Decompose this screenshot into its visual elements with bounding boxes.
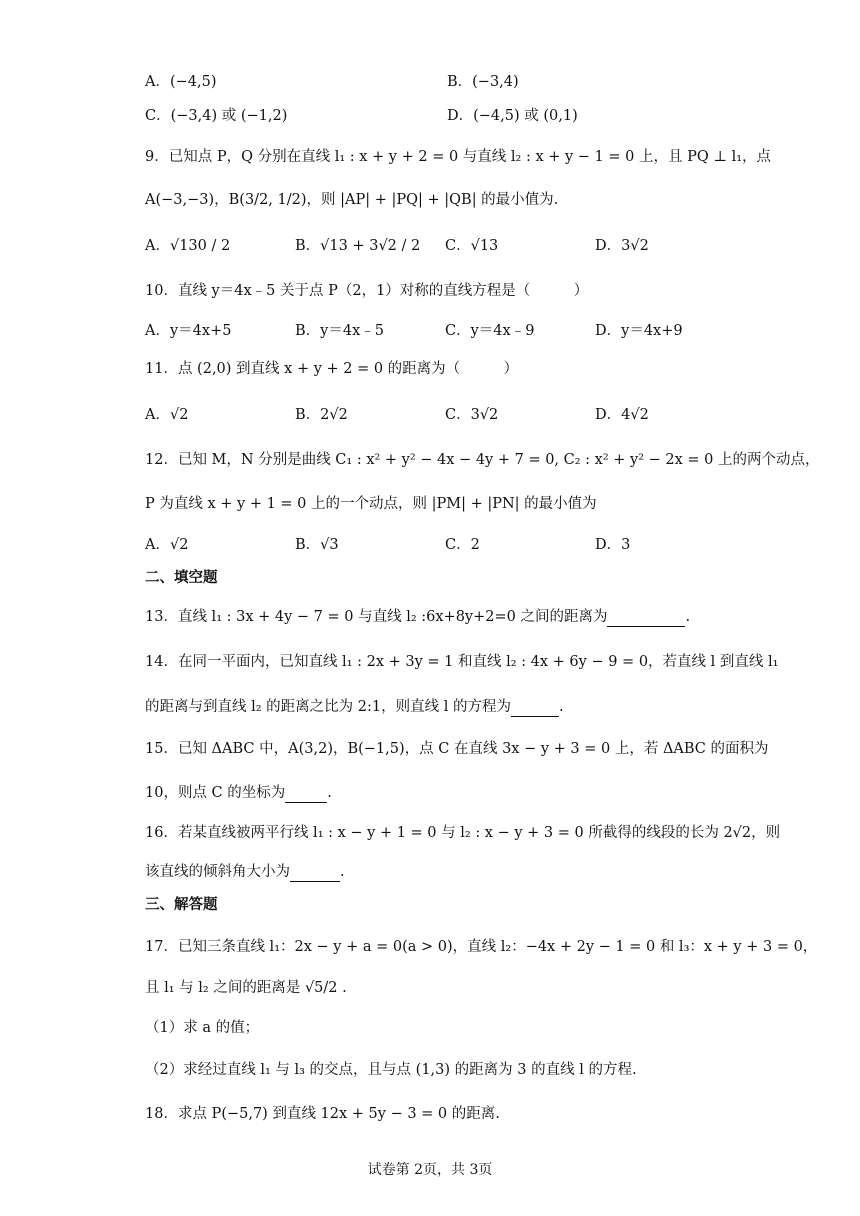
q17-sub2: （2）求经过直线 l₁ 与 l₃ 的交点，且与点 (1,3) 的距离为 3 的直线 l 的方程. (145, 1062, 637, 1078)
q10-option-a: A．y＝4x+5 (145, 323, 232, 339)
q12-option-c: C．2 (445, 537, 480, 553)
q11-stem: 11．点 (2,0) 到直线 x + y + 2 = 0 的距离为（ ） (145, 361, 519, 377)
q15-stem-line1: 15．已知 ΔABC 中，A(3,2)，B(−1,5)，点 C 在直线 3x − y + 3 = 0 上，若 ΔABC 的面积为 (145, 741, 769, 757)
section-heading-fill-in: 二、填空题 (145, 569, 218, 586)
q11-option-c: C．3√2 (445, 407, 499, 423)
q9-option-b: B．√13 + 3√2 / 2 (295, 238, 421, 254)
q12-option-a: A．√2 (145, 537, 189, 553)
q18-stem: 18．求点 P(−5,7) 到直线 12x + 5y − 3 = 0 的距离. (145, 1106, 500, 1122)
q11-option-d: D．4√2 (595, 407, 649, 423)
q13-text: 13．直线 l₁ : 3x + 4y − 7 = 0 与直线 l₂ :6x+8y+2=0 之间的距离为 (145, 609, 608, 625)
q8-option-c: C．(−3,4) 或 (−1,2) (145, 108, 288, 124)
q9-stem-line1: 9．已知点 P，Q 分别在直线 l₁ : x + y + 2 = 0 与直线 l₂ : x + y − 1 = 0 上，且 PQ ⊥ l₁，点 (145, 149, 772, 165)
q10-option-d: D．y＝4x+9 (595, 323, 683, 339)
q11-option-a: A．√2 (145, 407, 189, 423)
section-heading-solutions: 三、解答题 (145, 896, 218, 913)
q8-option-a: A．(−4,5) (145, 74, 217, 90)
q17-sub1: （1）求 a 的值； (145, 1020, 260, 1036)
q17-stem-line1: 17．已知三条直线 l₁：2x − y + a = 0(a > 0)，直线 l₂：−4x + 2y − 1 = 0 和 l₃：x + y + 3 = 0， (145, 939, 818, 955)
q11-option-b: B．2√2 (295, 407, 348, 423)
q9-option-c: C．√13 (445, 238, 499, 254)
q8-option-d: D．(−4,5) 或 (0,1) (447, 108, 578, 124)
q16-stem-line2: 该直线的倾斜角大小为 . (145, 864, 345, 880)
q13-answer-blank[interactable] (607, 610, 685, 627)
q14-stem-line1: 14．在同一平面内，已知直线 l₁ : 2x + 3y = 1 和直线 l₂ : 4x + 6y − 9 = 0，若直线 l 到直线 l₁ (145, 654, 779, 670)
q14-text: 的距离与到直线 l₂ 的距离之比为 2:1，则直线 l 的方程为 (145, 699, 511, 715)
q14-stem-line2: 的距离与到直线 l₂ 的距离之比为 2:1，则直线 l 的方程为 . (145, 699, 564, 715)
q12-option-d: D．3 (595, 537, 631, 553)
q9-option-a: A．√130 / 2 (145, 238, 231, 254)
q10-stem: 10．直线 y＝4x﹣5 关于点 P（2，1）对称的直线方程是（ ） (145, 283, 589, 299)
q9-stem-line2: A(−3,−3)，B(3/2, 1/2)，则 |AP| + |PQ| + |QB| 的最小值为. (145, 192, 559, 208)
q16-answer-blank[interactable] (290, 865, 340, 882)
q10-option-b: B．y＝4x﹣5 (295, 323, 384, 339)
q16-stem-line1: 16．若某直线被两平行线 l₁ : x − y + 1 = 0 与 l₂ : x − y + 3 = 0 所截得的线段的长为 2√2，则 (145, 825, 781, 841)
q14-answer-blank[interactable] (511, 700, 559, 717)
q12-option-b: B．√3 (295, 537, 339, 553)
q15-answer-blank[interactable] (285, 786, 327, 803)
q13-stem: 13．直线 l₁ : 3x + 4y − 7 = 0 与直线 l₂ :6x+8y+2=0 之间的距离为 . (145, 609, 691, 625)
q9-option-d: D．3√2 (595, 238, 649, 254)
q12-stem-line1: 12．已知 M，N 分别是曲线 C₁ : x² + y² − 4x − 4y + 7 = 0, C₂ : x² + y² − 2x = 0 上的两个动点， (145, 452, 820, 468)
q10-option-c: C．y＝4x﹣9 (445, 323, 535, 339)
q12-stem-line2: P 为直线 x + y + 1 = 0 上的一个动点，则 |PM| + |PN| 的最小值为 (145, 496, 597, 512)
q17-stem-line2: 且 l₁ 与 l₂ 之间的距离是 √5/2 . (145, 980, 347, 996)
q15-text: 10，则点 C 的坐标为 (145, 785, 286, 801)
q8-option-b: B．(−3,4) (447, 74, 519, 90)
q16-text: 该直线的倾斜角大小为 (145, 864, 290, 880)
page-footer: 试卷第 2页，共 3页 (367, 1162, 493, 1178)
q15-stem-line2: 10，则点 C 的坐标为 . (145, 785, 332, 801)
